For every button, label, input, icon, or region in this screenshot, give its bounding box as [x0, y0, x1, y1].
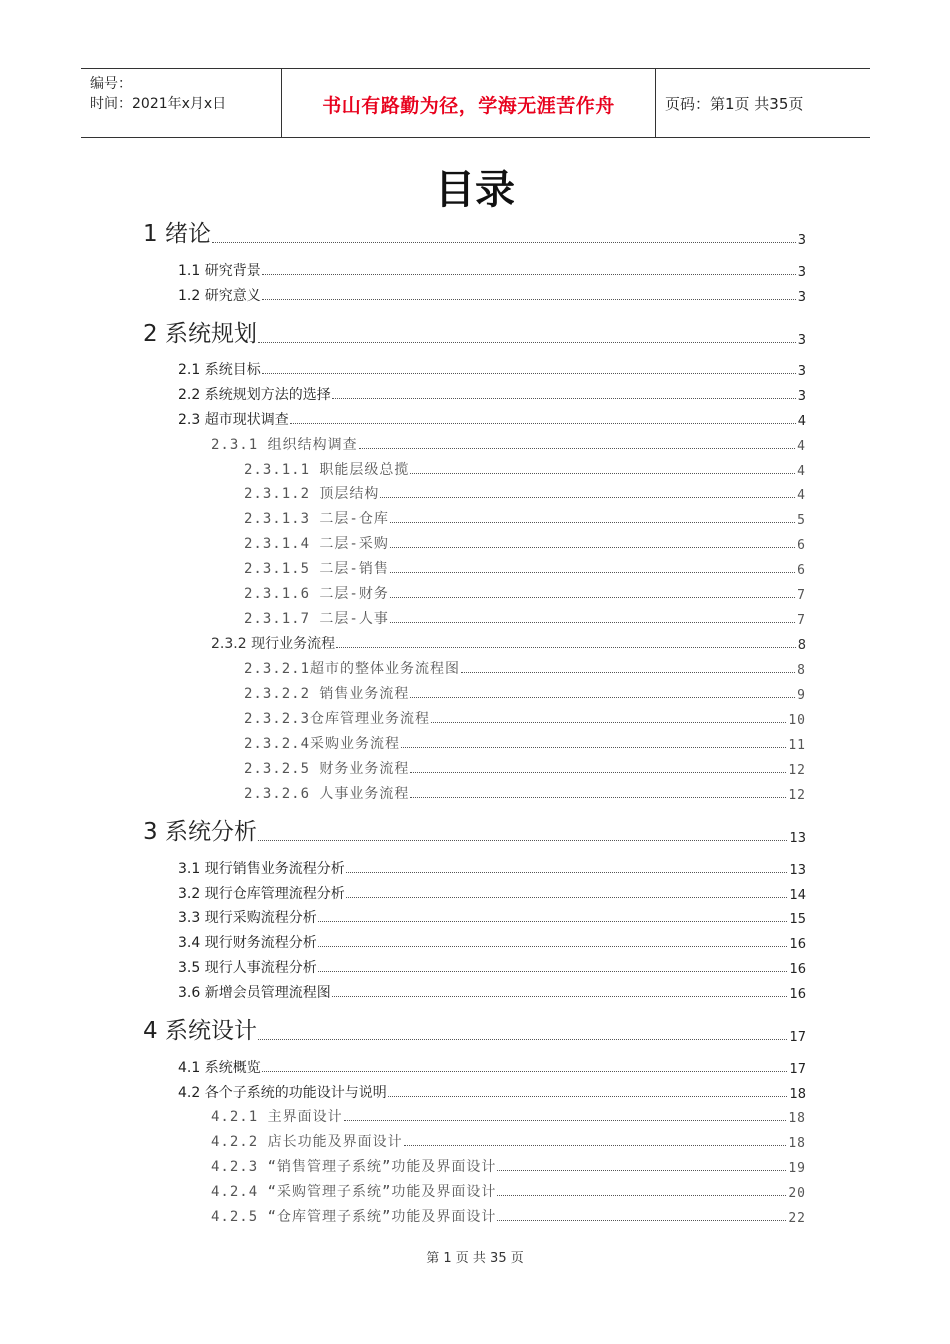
toc-entry-label: 2.3.2.2 销售业务流程: [244, 686, 410, 702]
toc-entry-label: 3 系统分析: [143, 819, 257, 845]
document-time-label: 时间：2021年x月x日: [90, 96, 227, 112]
toc-entry-page: 12: [788, 763, 806, 778]
leader-dots: [332, 398, 796, 399]
toc-entry[interactable]: [244, 457, 806, 479]
toc-entry-page: 16: [789, 962, 806, 977]
leader-dots: [258, 1039, 788, 1040]
leader-dots: [390, 547, 795, 548]
leader-dots: [390, 597, 795, 598]
toc-entry[interactable]: [178, 1055, 806, 1077]
leader-dots: [346, 897, 788, 898]
leader-dots: [262, 373, 796, 374]
leader-dots: [262, 274, 796, 275]
leader-dots: [212, 242, 796, 243]
toc-entry-label: 4 系统设计: [143, 1018, 257, 1044]
leader-dots: [390, 622, 795, 623]
toc-entry-label: 3.1 现行销售业务流程分析: [178, 861, 345, 877]
leader-dots: [344, 1120, 787, 1121]
motto-text: 书山有路勤为径，学海无涯苦作舟: [322, 95, 615, 117]
toc-entry[interactable]: [178, 930, 806, 952]
toc-entry-label: 2.3.1.4 二层-采购: [244, 536, 389, 552]
toc-entry-page: 19: [788, 1161, 806, 1176]
toc-entry-page: 15: [789, 912, 806, 927]
toc-entry-label: 3.6 新增会员管理流程图: [178, 985, 331, 1001]
toc-entry[interactable]: [244, 706, 806, 728]
toc-entry[interactable]: [244, 581, 806, 603]
toc-entry-page: 5: [797, 513, 806, 528]
toc-entry-page: 3: [797, 233, 806, 248]
toc-entry-label: 4.2.5 “仓库管理子系统”功能及界面设计: [211, 1209, 497, 1225]
toc-entry-label: 2.3.2.6 人事业务流程: [244, 786, 410, 802]
toc-entry[interactable]: [178, 856, 806, 878]
toc-entry-label: 3.4 现行财务流程分析: [178, 935, 317, 951]
toc-entry-label: 2.3.1.3 二层-仓库: [244, 511, 389, 527]
leader-dots: [390, 522, 795, 523]
leader-dots: [461, 672, 795, 673]
leader-dots: [380, 497, 795, 498]
toc-entry-page: 12: [788, 788, 806, 803]
toc-entry[interactable]: [211, 1154, 806, 1176]
toc-entry-label: 2.3.1.5 二层-销售: [244, 561, 389, 577]
leader-dots: [410, 473, 795, 474]
toc-entry-chapter-1[interactable]: [143, 218, 806, 248]
toc-entry-label: 2 系统规划: [143, 321, 257, 347]
toc-entry-page: 11: [788, 738, 806, 753]
leader-dots: [290, 423, 796, 424]
header-motto-cell: [281, 69, 656, 137]
leader-dots: [359, 448, 796, 449]
toc-entry-label: 3.2 现行仓库管理流程分析: [178, 886, 345, 902]
toc-entry[interactable]: [178, 1080, 806, 1102]
toc-title: 目录: [435, 167, 515, 213]
toc-entry-page: 3: [797, 364, 806, 379]
toc-entry-label: 4.1 系统概览: [178, 1060, 261, 1076]
toc-entry-page: 7: [797, 588, 806, 603]
toc-entry-page: 3: [797, 333, 806, 348]
toc-entry-label: 4.2.2 店长功能及界面设计: [211, 1134, 403, 1150]
toc-entry-page: 14: [789, 888, 806, 903]
leader-dots: [497, 1195, 786, 1196]
page-footer: 第 1 页 共 35 页: [426, 1251, 524, 1266]
toc-entry[interactable]: [244, 481, 806, 503]
toc-entry[interactable]: [211, 1129, 806, 1151]
leader-dots: [318, 946, 788, 947]
toc-entry-page: 13: [789, 831, 806, 846]
toc-entry-page: 3: [797, 290, 806, 305]
toc-entry-page: 3: [797, 265, 806, 280]
leader-dots: [258, 342, 796, 343]
toc-entry-label: 2.3.1.6 二层-财务: [244, 586, 389, 602]
toc-entry[interactable]: [178, 881, 806, 903]
toc-entry-page: 10: [788, 713, 806, 728]
leader-dots: [258, 840, 788, 841]
toc-entry[interactable]: [178, 407, 806, 429]
toc-entry-page: 4: [797, 464, 806, 479]
toc-entry-label: 3.3 现行采购流程分析: [178, 910, 317, 926]
toc-entry-label: 2.3.2.5 财务业务流程: [244, 761, 410, 777]
leader-dots: [262, 1071, 788, 1072]
toc-entry[interactable]: [244, 531, 806, 553]
document-number-label: 编号：: [90, 76, 132, 92]
toc-entry-page: 8: [797, 663, 806, 678]
toc-entry[interactable]: [178, 980, 806, 1002]
toc-entry[interactable]: [178, 905, 806, 927]
toc-entry-label: 2.3.1.7 二层-人事: [244, 611, 389, 627]
toc-entry[interactable]: [211, 631, 806, 653]
toc-entry-page: 17: [789, 1030, 806, 1045]
toc-entry-label: 2.2 系统规划方法的选择: [178, 387, 331, 403]
toc-entry[interactable]: [178, 258, 806, 280]
toc-entry-page: 9: [797, 688, 806, 703]
leader-dots: [401, 747, 786, 748]
leader-dots: [336, 647, 796, 648]
page-info: 页码：第1页 共35页: [665, 95, 804, 113]
toc-entry-page: 22: [788, 1211, 806, 1226]
leader-dots: [318, 921, 788, 922]
toc-entry-label: 2.3.2.3仓库管理业务流程: [244, 711, 431, 727]
toc-entry-page: 4: [797, 488, 806, 503]
toc-entry-page: 16: [789, 937, 806, 952]
toc-entry-page: 8: [797, 638, 806, 653]
toc-entry[interactable]: [178, 357, 806, 379]
toc-entry-page: 18: [789, 1087, 806, 1102]
toc-entry-chapter-4[interactable]: [143, 1015, 806, 1045]
toc-entry-label: 2.3.1 组织结构调查: [211, 437, 358, 453]
toc-entry-label: 2.3.2.1超市的整体业务流程图: [244, 661, 461, 677]
toc-entry-label: 1.1 研究背景: [178, 263, 261, 279]
toc-entry-page: 20: [788, 1186, 806, 1201]
toc-entry-page: 6: [797, 563, 806, 578]
toc-entry[interactable]: [211, 432, 806, 454]
toc-entry[interactable]: [178, 955, 806, 977]
toc-entry[interactable]: [244, 756, 806, 778]
toc-entry-chapter-2[interactable]: [143, 318, 806, 348]
toc-entry[interactable]: [244, 556, 806, 578]
toc-entry[interactable]: [244, 606, 806, 628]
leader-dots: [262, 299, 796, 300]
toc-entry-label: 2.1 系统目标: [178, 362, 261, 378]
toc-entry-page: 13: [789, 863, 806, 878]
toc-entry-label: 2.3.1.2 顶层结构: [244, 486, 380, 502]
leader-dots: [332, 996, 788, 997]
toc-entry[interactable]: [211, 1179, 806, 1201]
toc-entry-label: 4.2 各个子系统的功能设计与说明: [178, 1085, 387, 1101]
toc-entry-label: 2.3.1.1 职能层级总揽: [244, 462, 410, 478]
toc-entry-label: 2.3.2 现行业务流程: [211, 636, 336, 652]
toc-entry-page: 16: [789, 987, 806, 1002]
page-header: [81, 68, 870, 138]
header-page-cell: [655, 69, 870, 137]
leader-dots: [497, 1170, 786, 1171]
leader-dots: [497, 1220, 786, 1221]
toc-entry-page: 3: [797, 389, 806, 404]
toc-entry[interactable]: [244, 506, 806, 528]
leader-dots: [388, 1096, 788, 1097]
leader-dots: [431, 722, 786, 723]
toc-entry-page: 4: [797, 414, 806, 429]
toc-entry-label: 3.5 现行人事流程分析: [178, 960, 317, 976]
toc-entry[interactable]: [244, 656, 806, 678]
toc-entry-label: 1.2 研究意义: [178, 288, 261, 304]
toc-entry[interactable]: [178, 382, 806, 404]
toc-entry-page: 18: [788, 1136, 806, 1151]
leader-dots: [410, 697, 795, 698]
toc-entry-chapter-3[interactable]: [143, 816, 806, 846]
toc-entry[interactable]: [211, 1204, 806, 1226]
toc-entry-label: 1 绪论: [143, 221, 211, 247]
leader-dots: [410, 797, 786, 798]
toc-entry[interactable]: [244, 681, 806, 703]
leader-dots: [404, 1145, 787, 1146]
toc-entry-page: 6: [797, 538, 806, 553]
toc-entry[interactable]: [178, 283, 806, 305]
leader-dots: [346, 872, 788, 873]
leader-dots: [318, 971, 788, 972]
toc-entry-label: 2.3.2.4采购业务流程: [244, 736, 401, 752]
leader-dots: [410, 772, 786, 773]
toc-entry-page: 7: [797, 613, 806, 628]
leader-dots: [390, 572, 795, 573]
header-left-cell: [81, 69, 281, 137]
toc-entry-label: 4.2.1 主界面设计: [211, 1109, 343, 1125]
toc-entry[interactable]: [244, 781, 806, 803]
toc-entry[interactable]: [211, 1104, 806, 1126]
toc-entry-page: 17: [789, 1062, 806, 1077]
toc-entry-label: 4.2.4 “采购管理子系统”功能及界面设计: [211, 1184, 497, 1200]
toc-entry-label: 4.2.3 “销售管理子系统”功能及界面设计: [211, 1159, 497, 1175]
toc-entry-label: 2.3 超市现状调查: [178, 412, 289, 428]
toc-entry-page: 18: [788, 1111, 806, 1126]
toc-entry-page: 4: [797, 439, 806, 454]
toc-entry[interactable]: [244, 731, 806, 753]
